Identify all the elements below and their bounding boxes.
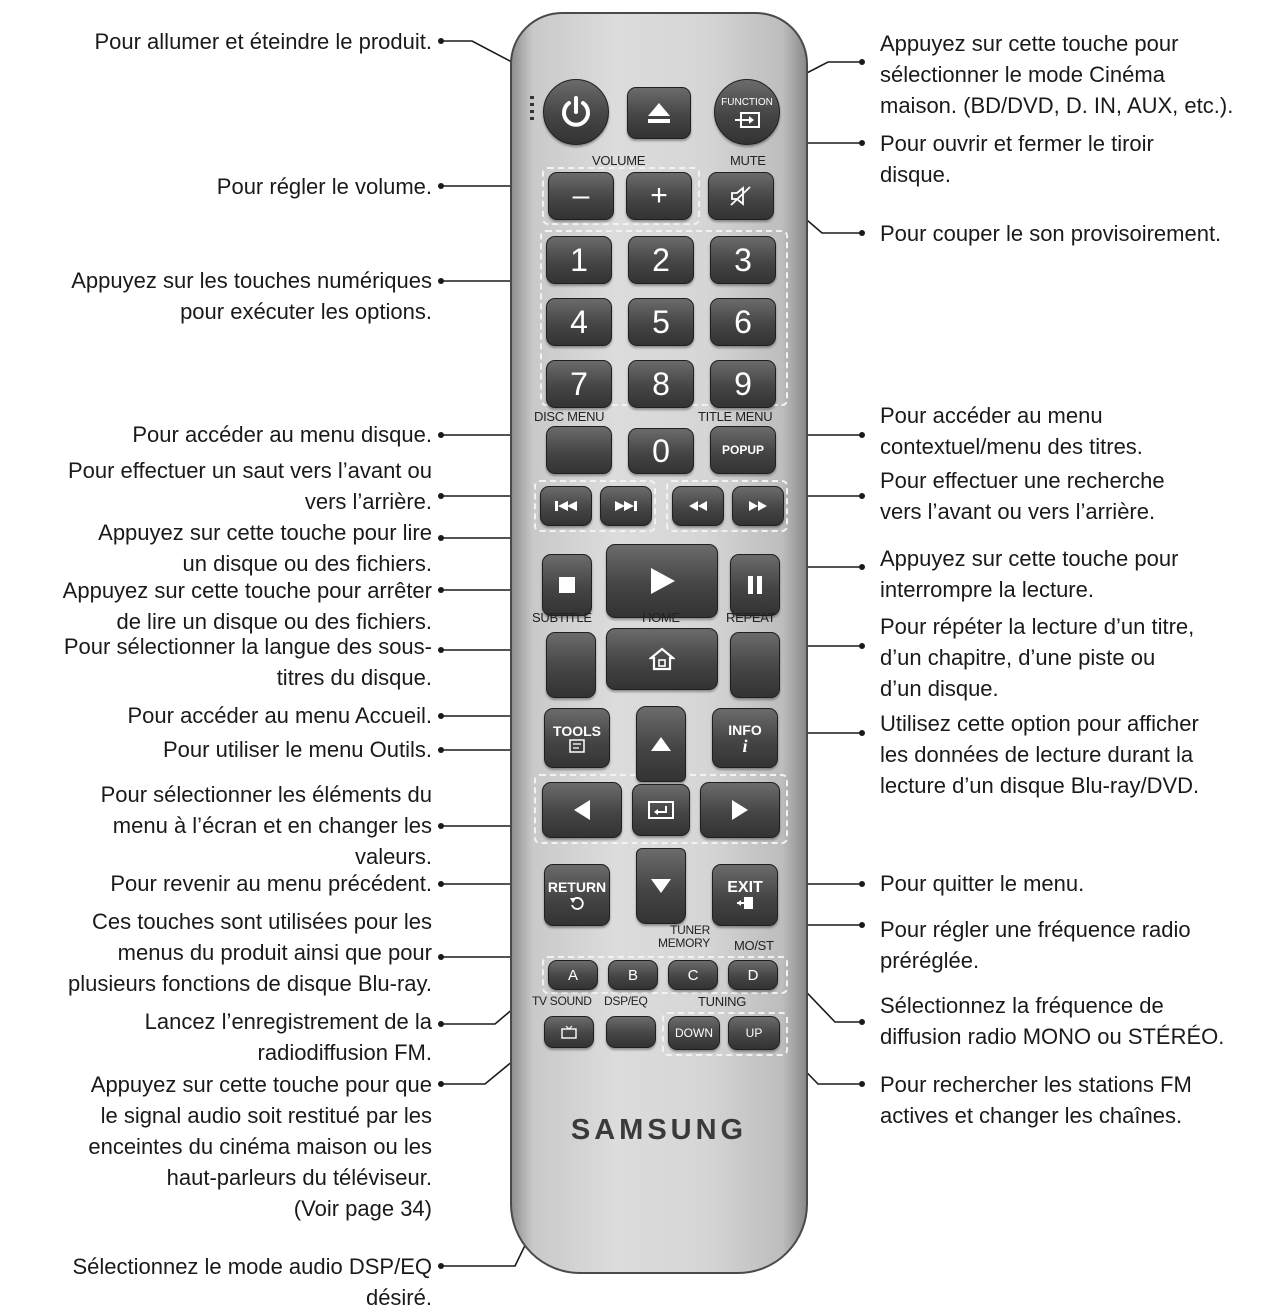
digit-6-button[interactable]: 6 — [710, 298, 776, 346]
annotation-eject: Pour ouvrir et fermer le tiroir disque. — [880, 131, 1154, 187]
info-button[interactable] — [712, 708, 778, 768]
annotation-function: Appuyez sur cette touche pour sélectionner le mode Cinéma maison. (BD/DVD, D. IN, AUX, etc.). — [880, 31, 1234, 118]
digit-7-button[interactable]: 7 — [546, 360, 612, 408]
nav-up-button[interactable] — [636, 706, 686, 782]
annotation-pause: Appuyez sur cette touche pour interrompre la lecture. — [880, 546, 1179, 602]
digit-2-button[interactable]: 2 — [628, 236, 694, 284]
nav-right-button[interactable] — [700, 782, 780, 838]
tuning-down-button[interactable]: DOWN — [668, 1016, 720, 1050]
rewind-button[interactable] — [672, 486, 724, 526]
tv-sound-label: TV SOUND — [532, 994, 592, 1008]
down-arrow-icon — [650, 877, 672, 895]
up-arrow-icon — [650, 735, 672, 753]
annotation-tools: Pour utiliser le menu Outils. — [163, 737, 432, 762]
digit-5-button[interactable]: 5 — [628, 298, 694, 346]
power-icon — [558, 94, 594, 130]
exit-icon — [736, 896, 754, 910]
annotation-subtitle: Pour sélectionner la langue des sous- titres du disque. — [63, 634, 432, 690]
fast-forward-icon — [748, 500, 768, 512]
annotation-search: Pour effectuer une recherche vers l’avant ou vers l’arrière. — [880, 468, 1165, 524]
subtitle-button[interactable] — [546, 632, 596, 698]
tv-icon — [561, 1025, 577, 1039]
digit-1-button[interactable]: 1 — [546, 236, 612, 284]
digit-9-button[interactable]: 9 — [710, 360, 776, 408]
stop-button[interactable] — [542, 554, 592, 616]
return-label: RETURN — [547, 879, 607, 895]
annotation-disc-menu: Pour accéder au menu disque. — [132, 422, 432, 447]
annotation-tuner-memory: Pour régler une fréquence radio préréglée. — [880, 917, 1191, 973]
annotation-home: Pour accéder au menu Accueil. — [127, 703, 432, 728]
digit-8-button[interactable]: 8 — [628, 360, 694, 408]
play-button[interactable] — [606, 544, 718, 618]
home-label: HOME — [642, 610, 680, 625]
tv-sound-button[interactable] — [544, 1016, 594, 1048]
tools-button[interactable] — [544, 708, 610, 768]
mo-st-label: MO/ST — [734, 938, 774, 953]
pause-icon — [746, 575, 764, 595]
skip-back-button[interactable] — [540, 486, 592, 526]
input-icon — [733, 111, 761, 129]
tools-icon — [569, 739, 585, 753]
annotation-exit: Pour quitter le menu. — [880, 871, 1085, 896]
title-menu-label: TITLE MENU — [698, 409, 773, 424]
nav-left-button[interactable] — [542, 782, 622, 838]
annotation-stop: Appuyez sur cette touche pour arrêter de lire un disque ou des fichiers. — [62, 578, 432, 634]
function-button[interactable] — [714, 79, 780, 145]
mute-label: MUTE — [730, 153, 766, 168]
nav-down-button[interactable] — [636, 848, 686, 924]
tuner-memory-label: TUNER MEMORY — [658, 923, 710, 950]
return-button[interactable] — [544, 864, 610, 926]
function-label: FUNCTION — [721, 97, 773, 108]
annotation-return: Pour revenir au menu précédent. — [110, 871, 432, 896]
info-label: INFO — [728, 722, 762, 738]
color-key-c-button[interactable]: C — [668, 960, 718, 990]
annotation-repeat: Pour répéter la lecture d’un titre, d’un chapitre, d’une piste ou d’un disque. — [880, 614, 1195, 701]
play-icon — [647, 566, 677, 596]
annotation-mute: Pour couper le son provisoirement. — [880, 221, 1222, 246]
digit-3-button[interactable]: 3 — [710, 236, 776, 284]
stop-icon — [558, 576, 576, 594]
return-icon — [569, 895, 585, 911]
skip-forward-button[interactable] — [600, 486, 652, 526]
eject-icon — [646, 101, 672, 125]
right-arrow-icon — [730, 799, 750, 821]
tools-label: TOOLS — [553, 723, 601, 739]
annotation-volume: Pour régler le volume. — [216, 174, 432, 199]
rewind-icon — [688, 500, 708, 512]
color-key-b-button[interactable]: B — [608, 960, 658, 990]
skip-forward-icon — [614, 500, 638, 512]
annotation-skip: Pour effectuer un saut vers l’avant ou vers l’arrière. — [67, 458, 432, 514]
skip-back-icon — [554, 500, 578, 512]
annotation-dsp-eq: Sélectionnez le mode audio DSP/EQ désiré. — [72, 1254, 432, 1310]
annotation-info: Utilisez cette option pour afficher les données de lecture durant la lecture d’un disque Blu-ray/DVD. — [880, 711, 1200, 798]
indicator-dots — [530, 96, 534, 122]
subtitle-label: SUBTITLE — [532, 610, 592, 625]
annotation-navigation: Pour sélectionner les éléments du menu à l’écran et en changer les valeurs. — [100, 782, 432, 869]
exit-label: EXIT — [727, 879, 763, 896]
power-button[interactable] — [543, 79, 609, 145]
fast-forward-button[interactable] — [732, 486, 784, 526]
repeat-label: REPEAT — [726, 610, 776, 625]
color-key-d-button[interactable]: D — [728, 960, 778, 990]
digit-0-button[interactable]: 0 — [628, 428, 694, 474]
annotation-tuning: Pour rechercher les stations FM actives et changer les chaînes. — [880, 1072, 1192, 1128]
pause-button[interactable] — [730, 554, 780, 616]
volume-up-button[interactable]: + — [626, 172, 692, 220]
annotation-numbers: Appuyez sur les touches numériques pour exécuter les options. — [71, 268, 432, 324]
tuning-label: TUNING — [698, 994, 747, 1009]
tuning-up-button[interactable]: UP — [728, 1016, 780, 1050]
annotation-fm-record: Lancez l’enregistrement de la radiodiffusion FM. — [144, 1009, 432, 1065]
remote-control — [510, 12, 808, 1274]
eject-button[interactable] — [627, 87, 691, 139]
popup-button[interactable]: POPUP — [710, 426, 776, 474]
digit-4-button[interactable]: 4 — [546, 298, 612, 346]
mute-icon — [728, 184, 754, 208]
disc-menu-label: DISC MENU — [534, 409, 605, 424]
disc-menu-button[interactable] — [546, 426, 612, 474]
annotation-mo-st: Sélectionnez la fréquence de diffusion radio MONO ou STÉRÉO. — [880, 993, 1225, 1049]
dsp-eq-button[interactable] — [606, 1016, 656, 1048]
brand-logo: SAMSUNG — [570, 1114, 748, 1146]
annotation-power: Pour allumer et éteindre le produit. — [94, 29, 432, 54]
color-key-a-button[interactable]: A — [548, 960, 598, 990]
annotation-color-keys: Ces touches sont utilisées pour les menus du produit ainsi que pour plusieurs fonctions de disque Blu-ray. — [67, 909, 432, 996]
volume-down-button[interactable]: – — [548, 172, 614, 220]
exit-button[interactable] — [712, 864, 778, 926]
enter-button[interactable] — [632, 784, 690, 836]
info-icon: i — [742, 736, 748, 756]
annotation-play: Appuyez sur cette touche pour lire un disque ou des fichiers. — [98, 520, 432, 576]
annotation-popup: Pour accéder au menu contextuel/menu des titres. — [880, 403, 1143, 459]
repeat-button[interactable] — [730, 632, 780, 698]
home-icon — [649, 647, 675, 671]
enter-icon — [648, 801, 674, 819]
annotation-tv-sound: Appuyez sur cette touche pour que le signal audio soit restitué par les enceintes du cinéma maison ou les haut-parleurs du téléviseur. (Voir page 34) — [88, 1072, 432, 1221]
dsp-eq-label: DSP/EQ — [604, 994, 648, 1008]
left-arrow-icon — [572, 799, 592, 821]
volume-label: VOLUME — [592, 153, 646, 168]
mute-button[interactable] — [708, 172, 774, 220]
home-button[interactable] — [606, 628, 718, 690]
